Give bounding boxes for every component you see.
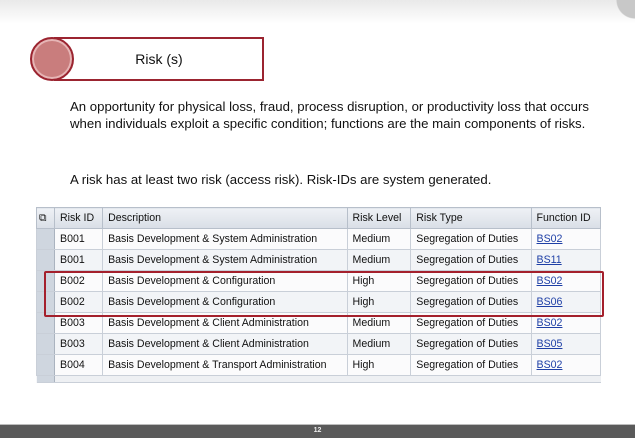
function-id-link[interactable]: BS02 [536,317,563,329]
cell-description: Basis Development & Configuration [103,292,347,313]
function-id-link[interactable]: BS05 [536,338,563,350]
row-selector[interactable] [37,355,55,376]
cell-risk-level: High [347,292,411,313]
cell-description: Basis Development & Client Administration [103,334,347,355]
title-circle-icon [30,37,74,81]
row-selector[interactable] [37,271,55,292]
table-row [37,334,601,355]
col-header-risk-type[interactable]: Risk Type [411,208,531,229]
cell-description: Basis Development & Client Administration [103,313,347,334]
col-header-function-id[interactable]: Function ID [531,208,600,229]
cell-risk-type: Segregation of Duties [411,334,531,355]
select-all-icon[interactable]: ⧉ [37,208,55,229]
row-selector[interactable] [37,313,55,334]
cell-function-id [531,250,600,271]
table-row [37,292,601,313]
function-id-link[interactable]: BS06 [536,296,563,308]
table-row [37,355,601,376]
cell-risk-type: Segregation of Duties [411,229,531,250]
cell-risk-level: Medium [347,313,411,334]
cell-risk-level: Medium [347,229,411,250]
cell-risk-type: Segregation of Duties [411,313,531,334]
cell-risk-type: Segregation of Duties [411,250,531,271]
cell-risk-type: Segregation of Duties [411,355,531,376]
cell-risk-id: B004 [55,355,103,376]
cell-function-id [531,355,600,376]
definition-paragraph: An opportunity for physical loss, fraud, process disruption, or productivity loss that occurs when individuals exploit a specific condition; functions are the main components of risks. [70,99,589,131]
cell-description: Basis Development & Configuration [103,271,347,292]
row-selector[interactable] [37,292,55,313]
cell-risk-type: Segregation of Duties [411,271,531,292]
cell-risk-id: B003 [55,313,103,334]
col-header-risk-id[interactable]: Risk ID [55,208,103,229]
cell-description: Basis Development & Transport Administration [103,355,347,376]
cell-risk-level: Medium [347,334,411,355]
cell-function-id [531,229,600,250]
table-row [37,271,601,292]
cell-description: Basis Development & System Administration [103,229,347,250]
cell-function-id [531,313,600,334]
cell-risk-id: B002 [55,271,103,292]
top-band [0,0,635,24]
cell-risk-id: B001 [55,229,103,250]
row-selector[interactable] [37,229,55,250]
cell-description: Basis Development & System Administration [103,250,347,271]
cell-function-id [531,292,600,313]
row-selector [37,376,55,383]
cell-risk-id: B003 [55,334,103,355]
table-header-row [37,208,601,229]
page-curl [575,0,635,60]
table-row [37,313,601,334]
risk-id-note: A risk has at least two risk (access risk). Risk-IDs are system generated. [70,172,492,187]
cell-function-id [531,271,600,292]
cell-function-id [531,334,600,355]
function-id-link[interactable]: BS11 [536,254,562,266]
cell-risk-type: Segregation of Duties [411,292,531,313]
table-row [37,229,601,250]
table-filler-row [37,376,601,383]
slide-title: Risk (s) [135,51,183,67]
function-id-link[interactable]: BS02 [536,359,563,371]
footer-divider [0,424,635,425]
cell-risk-id: B002 [55,292,103,313]
row-selector[interactable] [37,334,55,355]
title-box [54,37,264,81]
page-number: 12 [313,427,322,434]
cell-risk-id: B001 [55,250,103,271]
row-selector[interactable] [37,250,55,271]
col-header-description[interactable]: Description [103,208,347,229]
col-header-risk-level[interactable]: Risk Level [347,208,411,229]
function-id-link[interactable]: BS02 [536,275,563,287]
risk-table [36,207,601,383]
filler-cell [55,376,601,383]
cell-risk-level: High [347,271,411,292]
cell-risk-level: Medium [347,250,411,271]
function-id-link[interactable]: BS02 [536,233,563,245]
cell-risk-level: High [347,355,411,376]
table-row [37,250,601,271]
